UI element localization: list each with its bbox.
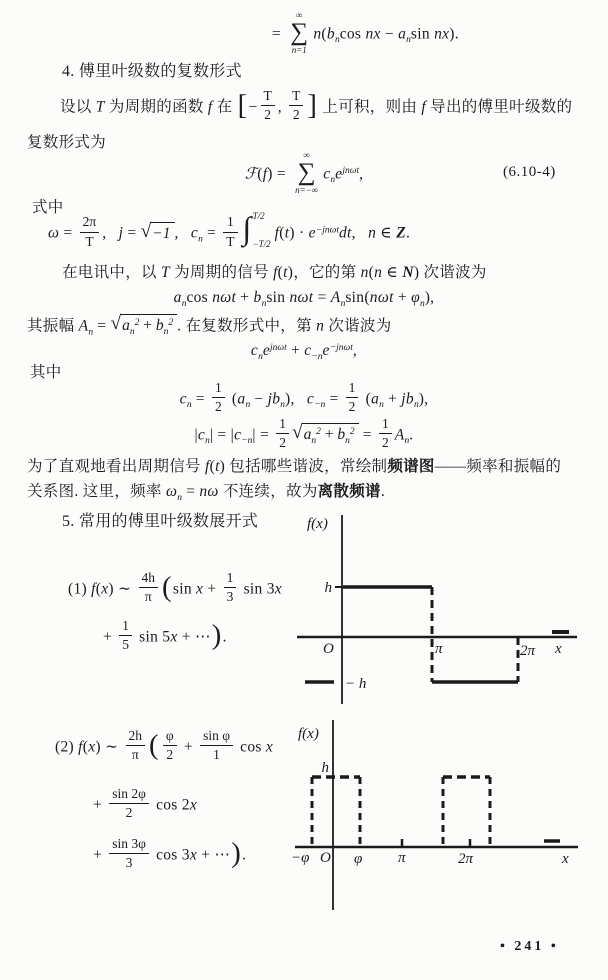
coefficient-definition-equation: ω = $\frac{2\pi}{T}$ , j = √ −1 , $c_n$ = $\frac{1}{T}$ ∫ T/2 −T/2 $f(t) \cdot e^{-jn\omega t}dt$, n ∈ Z. <box>48 210 411 250</box>
fig1-x-axis-label: x <box>555 641 562 657</box>
fig1-pi-label: π <box>435 641 443 657</box>
fig2-h-label: h <box>321 760 329 776</box>
page-number: • 241 • <box>500 939 559 954</box>
fig1-neg-h-label: − h <box>345 676 367 692</box>
spectrum-paragraph-line-1: 为了直观地看出周期信号 f(t) 包括哪些谐波，常绘制频谱图——频率和振幅的 <box>27 458 562 475</box>
figure-square-wave <box>285 506 605 712</box>
where-label-2: 其中 <box>30 364 62 381</box>
equation-number-tag: (6.10-4) <box>503 164 556 180</box>
complex-harmonic-equation: $c_ne^{jn\omega t} + c_{-n}e^{-jn\omega t}$, <box>250 342 358 362</box>
fig1-origin-label: O <box>323 641 334 657</box>
fourier-complex-form-equation: ℱ(f) = ∞ ∑ n=−∞ $c_ne^{jn\omega t}$, <box>244 150 364 196</box>
periodic-function-setup-line: 设以 T 为周期的函数 f 在 [− $\frac{T}{2}$ , $\frac{T}{2}$ ] 上可积，则由 f 导出的傅里叶级数的 <box>60 88 573 123</box>
complex-form-lead-in: 复数形式为 <box>27 134 107 151</box>
telecom-paragraph: 在电讯中，以 T 为周期的信号 f(t)，它的第 n(n ∈ N) 次谐波为 <box>62 264 487 281</box>
where-label: 式中 <box>32 199 64 216</box>
fig2-y-axis-label: f(x) <box>298 726 319 742</box>
spectrum-paragraph-line-2: 关系图. 这里，频率 $\omega_n = n\omega$ 不连续，故为离散频谱. <box>27 483 386 503</box>
expansion-1-line-2: + $\frac{1}{5}$ sin 5x + ⋯). <box>103 618 227 653</box>
fig2-2pi-label: 2π <box>458 851 474 867</box>
expansion-2-line-2: + $\frac{\sin 2\varphi}{2}$ cos 2x <box>93 786 198 821</box>
fig2-origin-label: O <box>320 850 331 866</box>
fig1-h-label: h <box>324 580 332 596</box>
amplitude-line: 其振幅 $A_n$ = √ $a_n^2 + b_n^2$ . 在复数形式中，第 n 次谐波为 <box>27 313 392 338</box>
fig2-phi-label: φ <box>354 851 363 867</box>
cn-modulus-equation: $|c_n| = |c_{-n}|$ = $\frac{1}{2}$ √ $a_n^2 + b_n^2$ = $\frac{1}{2}$ $A_n$. <box>194 416 414 451</box>
expansion-2-line-1: (2) f(x) ∼ $\frac{2h}{\pi}$ ( $\frac{\varphi}{2}$ + $\frac{\text{sin φ}}{1}$ cos x <box>55 728 274 763</box>
series-derivative-equation: = ∞ ∑ n=1 $n(b_n\cos$ nx − $a_n\sin$ nx). <box>272 10 459 56</box>
fig1-2pi-label: 2π <box>520 643 536 659</box>
expansion-1-line-1: (1) f(x) ∼ $\frac{4h}{\pi}$ (sin x + $\frac{1}{3}$ sin 3x <box>68 570 282 605</box>
harmonic-equation: $a_n\cos$ $n\omega t + b_n\sin$ $n\omega t = A_n\sin(n\omega t + \varphi_n)$, <box>173 289 435 309</box>
section-5-heading: 5. 常用的傅里叶级数展开式 <box>62 513 259 530</box>
fig2-pi-label: π <box>398 850 406 866</box>
expansion-2-line-3: + $\frac{\sin 3\varphi}{3}$ cos 3x + ⋯). <box>93 836 247 871</box>
fig2-neg-phi-label: −φ <box>291 850 310 866</box>
fig2-x-axis-label: x <box>562 851 569 867</box>
fig1-y-axis-label: f(x) <box>307 516 328 532</box>
cn-coefficient-equation: $c_n$ = $\frac{1}{2}$ $(a_n - jb_n)$, $c_{-n}$ = $\frac{1}{2}$ $(a_n + jb_n)$, <box>179 380 429 415</box>
section-4-heading: 4. 傅里叶级数的复数形式 <box>62 63 242 80</box>
figure-pulse-train <box>278 710 608 932</box>
